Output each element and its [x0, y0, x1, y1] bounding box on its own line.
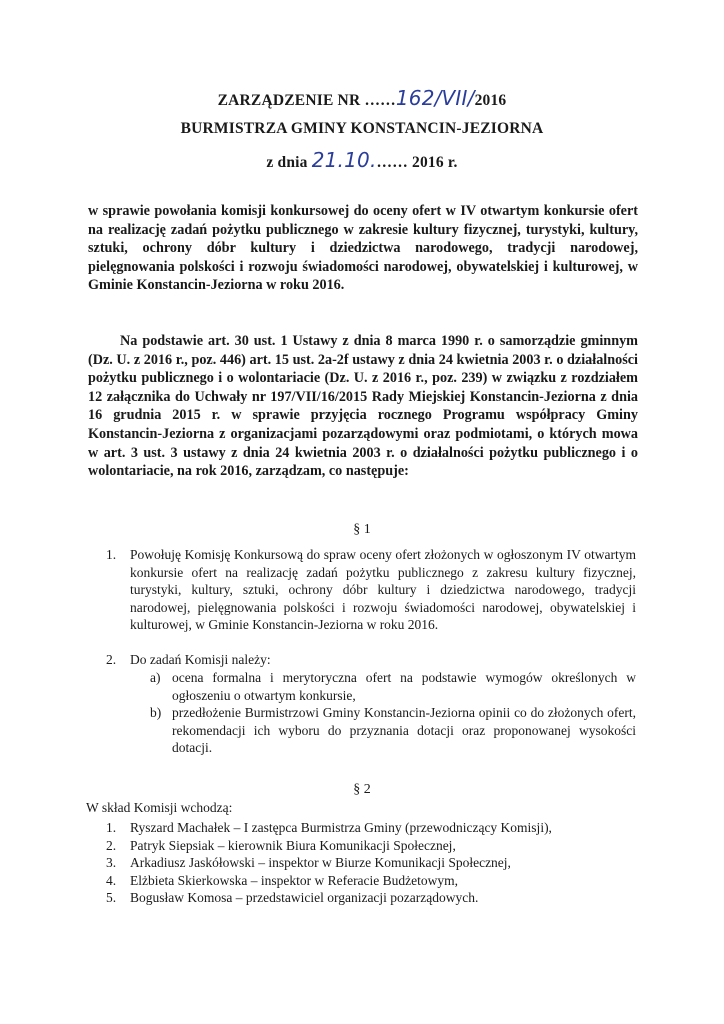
order-date-dots: …… [376, 154, 408, 171]
order-title-year: 2016 [474, 92, 507, 109]
order-date-suffix: 2016 r. [407, 154, 458, 171]
list-item [106, 854, 670, 872]
section-2-heading: § 2 [353, 782, 371, 797]
task-letter: b) [150, 705, 162, 721]
order-date [0, 148, 724, 172]
item-number: 3. [106, 855, 117, 871]
member-text: Ryszard Machałek – I zastępca Burmistrza Gminy (przewodniczący Komisji), [130, 820, 552, 835]
task-text: przedłożenie Burmistrzowi Gminy Konstancin-Jeziorna opinii co do złożonych ofert, rekomendacji ich wyboru do przyznania dotacji oraz proponowanej wysokości dotacji. [172, 705, 636, 756]
member-text: Arkadiusz Jaskółowski – inspektor w Biurze Komunikacji Społecznej, [130, 855, 511, 871]
task-a [150, 669, 636, 704]
section-1-heading: § 1 [353, 522, 371, 537]
task-b [150, 704, 636, 757]
item-number: 2. [106, 837, 117, 853]
item-number: 4. [106, 872, 117, 888]
order-title [0, 86, 724, 110]
section-1-item-1 [106, 546, 636, 634]
item-number: 1. [106, 547, 117, 562]
issuer-title: BURMISTRZA GMINY KONSTANCIN-JEZIORNA [180, 120, 544, 137]
order-subject: w sprawie powołania komisji konkursowej do oceny ofert w IV otwartym konkursie ofert na realizację zadań pożytku publicznego w zakresie kultury fizycznej, turystyki, kultury, sztuki, ochrony dóbr kultury i dziedzictwa narodowego, tradycji narodowej, pielęgnowania polskości i rozwoju świadomości narodowej, obywatelskiej i kulturowej, w Gminie Konstancin-Jeziorna w roku 2016. [88, 203, 638, 294]
task-text: ocena formalna i merytoryczna ofert na podstawie wymogów określonych w ogłoszeniu o otwartym konkursie, [172, 670, 636, 703]
task-letter: a) [150, 670, 161, 685]
item-number: 1. [106, 820, 117, 835]
item-number: 5. [106, 890, 117, 906]
handwritten-order-number: 162/VII/ [395, 86, 475, 110]
list-item [106, 889, 670, 907]
commission-members-list [106, 819, 670, 907]
member-text: Bogusław Komosa – przedstawiciel organizacji pozarządowych. [130, 890, 479, 906]
section-1-item-2 [106, 651, 636, 669]
member-text: Elżbieta Skierkowska – inspektor w Referacie Budżetowym, [130, 872, 459, 888]
item-text: Do zadań Komisji należy: [130, 652, 271, 667]
item-text: Powołuję Komisję Konkursową do spraw oceny ofert złożonych w ogłoszonym IV otwartym konkursie ofert na realizację zadań pożytku publicznego z zakresu kultury fizycznej, turystyki, kultury, sztuki, ochrony dóbr kultury i dziedzictwa narodowego, tradycji narodowej, pielęgnowania polskości i rozwoju świadomości narodowej, obywatelskiej i kulturowej, w Gminie Konstancin-Jeziorna w roku 2016. [130, 547, 636, 633]
member-text: Patryk Siepsiak – kierownik Biura Komunikacji Społecznej, [130, 837, 456, 853]
commission-tasks-list [150, 669, 636, 757]
order-title-prefix: ZARZĄDZENIE NR [217, 92, 365, 109]
legal-basis: Na podstawie art. 30 ust. 1 Ustawy z dnia 8 marca 1990 r. o samorządzie gminnym (Dz. U. z 2016 r., poz. 446) art. 15 ust. 2a-2f ustawy z dnia 24 kwietnia 2003 r. o działalności pożytku publicznego i o wolontariacie (Dz. U. z 2016 r., poz. 239) w związku z rozdziałem 12 załącznika do Uchwały nr 197/VII/16/2015 Rady Miejskiej Konstancin-Jeziorna z dnia 16 grudnia 2015 r. w sprawie przyjęcia rocznego Programu współpracy Gminy Konstancin-Jeziorna z organizacjami pozarządowymi oraz podmiotami, o których mowa w art. 3 ust. 3 ustawy z dnia 24 kwietnia 2003 r. o działalności pożytku publicznego i o wolontariacie, na rok 2016, zarządzam, co następuje: [88, 333, 638, 480]
item-number: 2. [106, 652, 117, 667]
list-item [106, 819, 670, 837]
order-date-prefix: z dnia [266, 154, 312, 171]
order-title-dots: …… [364, 92, 396, 109]
list-item [106, 872, 670, 890]
handwritten-date: 21.10. [311, 148, 377, 172]
composition-intro: W skład Komisji wchodzą: [86, 800, 233, 815]
list-item [106, 837, 670, 855]
